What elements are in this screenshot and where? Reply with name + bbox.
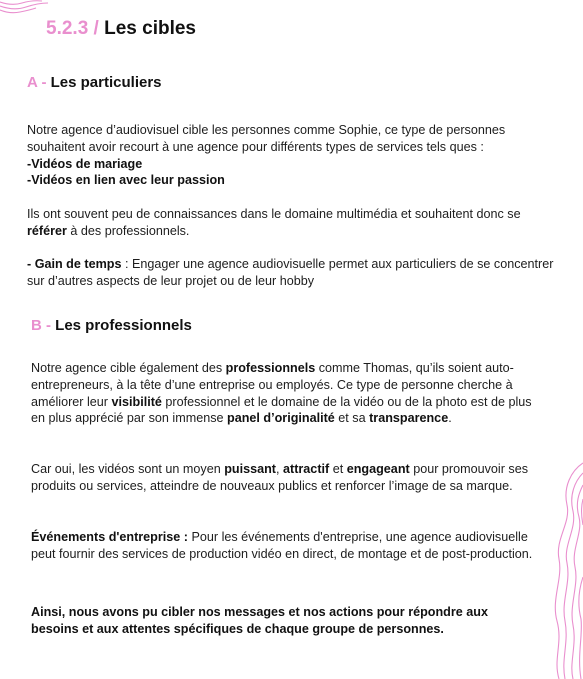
subsection-a-letter: A -: [27, 74, 47, 91]
section-title-text: Les cibles: [104, 18, 196, 39]
particuliers-knowledge: Ils ont souvent peu de connaissances dans le domaine multimédia et souhaitent donc se référer à des professionnels.: [27, 207, 521, 238]
list-item-wedding: -Vidéos de mariage: [27, 156, 143, 171]
section-separator: /: [93, 18, 99, 39]
section-title: [46, 18, 196, 40]
wave-decoration-top-left: [0, 0, 60, 18]
subsection-b-letter: B -: [31, 317, 51, 334]
professionnels-paragraph-1: Notre agence cible également des professionnels comme Thomas, qu’ils soient auto-entrepreneurs, à la tête d’une entreprise ou employés. Ce type de personne cherche à améliorer leur visibilité professionnel et le domaine de la vidéo ou de la photo est de plus en plus apprécié par son immense panel d’originalité et sa transparence.: [31, 361, 532, 426]
subsection-b-heading: [31, 317, 192, 334]
professionnels-paragraph-2: Car oui, les vidéos sont un moyen puissant, attractif et engageant pour promouvoir ses produits ou services, atteindre de nouveaux publics et renforcer l’image de sa marque.: [31, 462, 528, 493]
subsection-a-title: Les particuliers: [50, 74, 162, 91]
list-item-passion: -Vidéos en lien avec leur passion: [27, 173, 225, 188]
professionnels-events: Événements d'entreprise : Pour les événements d'entreprise, une agence audiovisuelle peut fournir des services de production vidéo en direct, de montage et de post-production.: [31, 530, 533, 561]
conclusion-paragraph: Ainsi, nous avons pu cibler nos messages et nos actions pour répondre aux besoins et aux attentes spécifiques de chaque groupe de personnes.: [31, 605, 488, 636]
particuliers-intro: Notre agence d’audiovisuel cible les personnes comme Sophie, ce type de personnes souhaitent avoir recourt à une agence pour différents types de services tels ques : -Vidéos de mariage -Vidéos en lien avec leur passion: [27, 123, 506, 188]
particuliers-time-saving: - Gain de temps : Engager une agence audiovisuelle permet aux particuliers de se concentrer sur d’autres aspects de leur projet ou de leur hobby: [27, 257, 554, 288]
section-number: 5.2.3: [46, 18, 89, 39]
subsection-a-heading: [27, 74, 162, 91]
subsection-b-title: Les professionnels: [55, 317, 192, 334]
